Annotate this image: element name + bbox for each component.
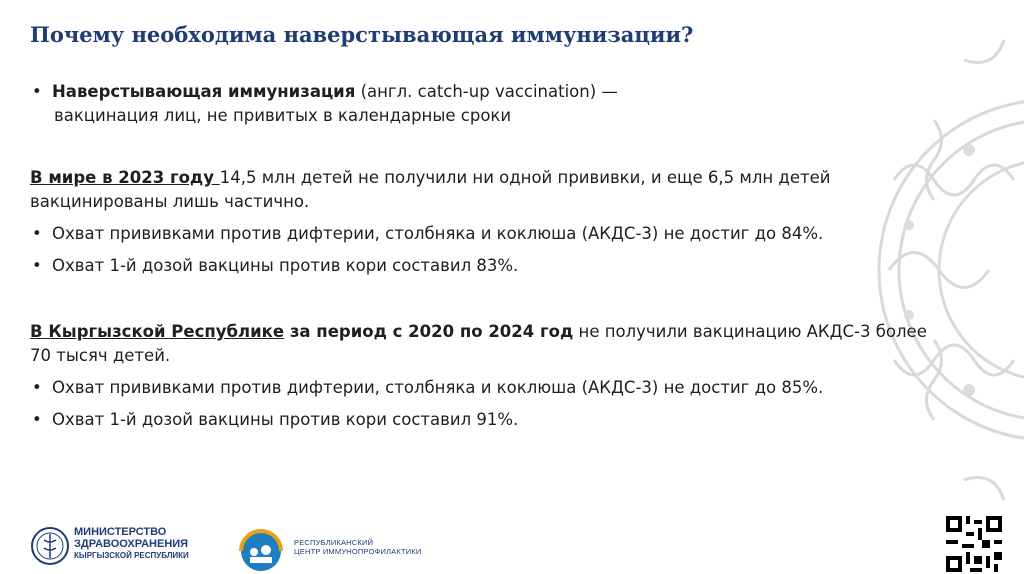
center-line-2: ЦЕНТР ИММУНОПРОФИЛАКТИКИ <box>294 547 422 556</box>
ministry-line-2: ЗДРАВООХРАНЕНИЯ <box>74 538 189 550</box>
kyrgyz-period: за период с 2020 по 2024 год <box>284 322 574 341</box>
main-content <box>30 80 945 432</box>
center-name <box>294 538 422 556</box>
center-emblem-icon <box>232 526 290 572</box>
kyrgyz-paragraph <box>30 320 945 368</box>
ministry-emblem-icon <box>30 524 70 568</box>
world-text: 14,5 млн детей не получили ни одной прививки, и еще 6,5 млн детей вакцинированы лишь частично. <box>30 168 831 211</box>
kyrgyz-text: не получили вакцинацию АКДС-3 более 70 тысяч детей. <box>30 322 927 365</box>
world-heading: В мире в 2023 году <box>30 168 220 187</box>
center-line-1: РЕСПУБЛИКАНСКИЙ <box>294 538 374 547</box>
ministry-name <box>74 526 189 562</box>
ministry-line-3: КЫРГЫЗСКОЙ РЕСПУБЛИКИ <box>74 551 189 560</box>
term: Наверстывающая иммунизация <box>52 82 356 101</box>
world-bullet-2: • Охват 1-й дозой вакцины против кори составил 83%. <box>30 254 945 278</box>
world-paragraph <box>30 166 945 214</box>
kyrgyz-heading: В Кыргызской Республике <box>30 322 285 341</box>
world-bullet-1: • Охват прививками против дифтерии, столбняка и коклюша (АКДС-3) не достиг до 84%. <box>30 222 945 246</box>
page-title: Почему необходима наверстывающая иммунизации? <box>30 22 694 47</box>
kyrgyz-bullet-1: • Охват прививками против дифтерии, столбняка и коклюша (АКДС-3) не достиг до 85%. <box>30 376 945 400</box>
definition-bullet <box>30 80 945 104</box>
term-definition: (англ. catch-up vaccination) — <box>355 82 618 101</box>
immunization-center-logo <box>232 526 452 572</box>
qr-code-icon <box>946 516 1002 572</box>
ministry-line-1: МИНИСТЕРСТВО <box>74 526 167 538</box>
definition-continuation: вакцинация лиц, не привитых в календарные сроки <box>54 106 512 125</box>
ministry-logo <box>30 520 200 572</box>
kyrgyz-bullet-2: • Охват 1-й дозой вакцины против кори составил 91%. <box>30 408 945 432</box>
